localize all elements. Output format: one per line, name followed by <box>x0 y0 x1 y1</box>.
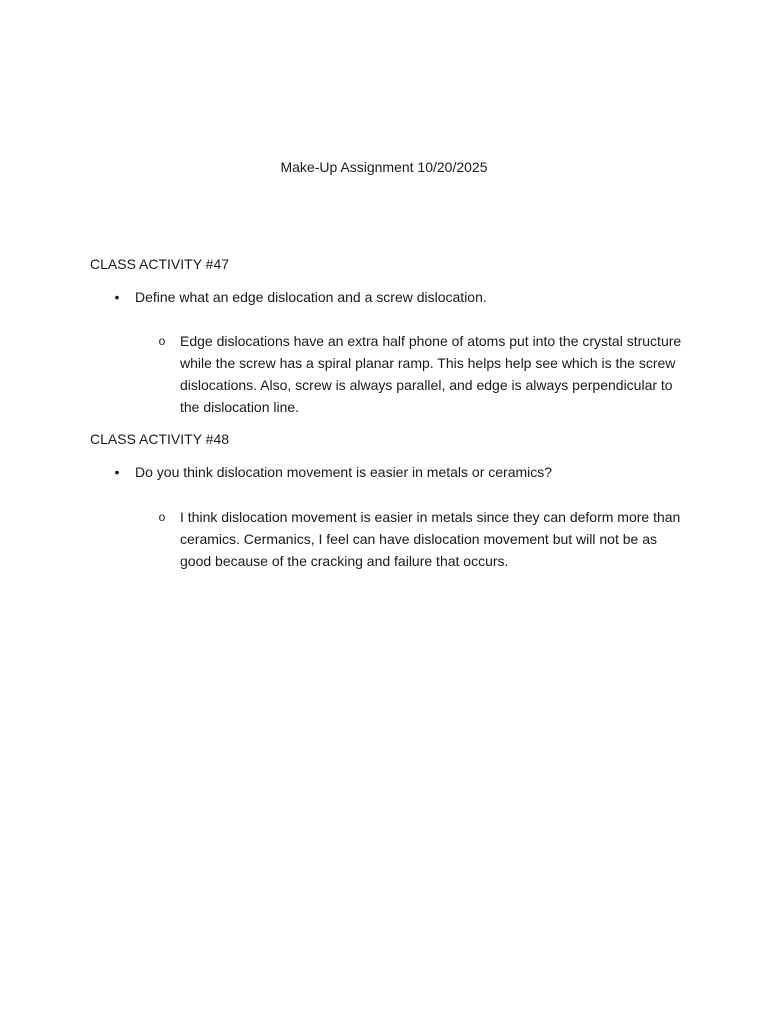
sub-bullet-marker: o <box>158 510 166 524</box>
answer-text: I think dislocation movement is easier in metals since they can deform more than ceramics. Cermanics, I feel can have dislocation movement but will not be as good because of the cracking and failure that occurs. <box>180 509 681 569</box>
activity-heading: CLASS ACTIVITY #47 <box>90 256 230 272</box>
bullet-marker: • <box>114 464 120 480</box>
question-text: Do you think dislocation movement is easier in metals or ceramics? <box>135 464 553 480</box>
answer-text: Edge dislocations have an extra half phone of atoms put into the crystal structure while the screw has a spiral planar ramp. This helps help see which is the screw dislocations. Also, screw is always parallel, and edge is always perpendicular to the dislocation line. <box>180 333 682 415</box>
bullet-marker: • <box>114 289 120 305</box>
document-title: Make-Up Assignment 10/20/2025 <box>280 159 488 175</box>
sub-bullet-marker: o <box>158 334 166 348</box>
question-text: Define what an edge dislocation and a screw dislocation. <box>135 289 487 305</box>
activity-heading: CLASS ACTIVITY #48 <box>90 431 230 447</box>
